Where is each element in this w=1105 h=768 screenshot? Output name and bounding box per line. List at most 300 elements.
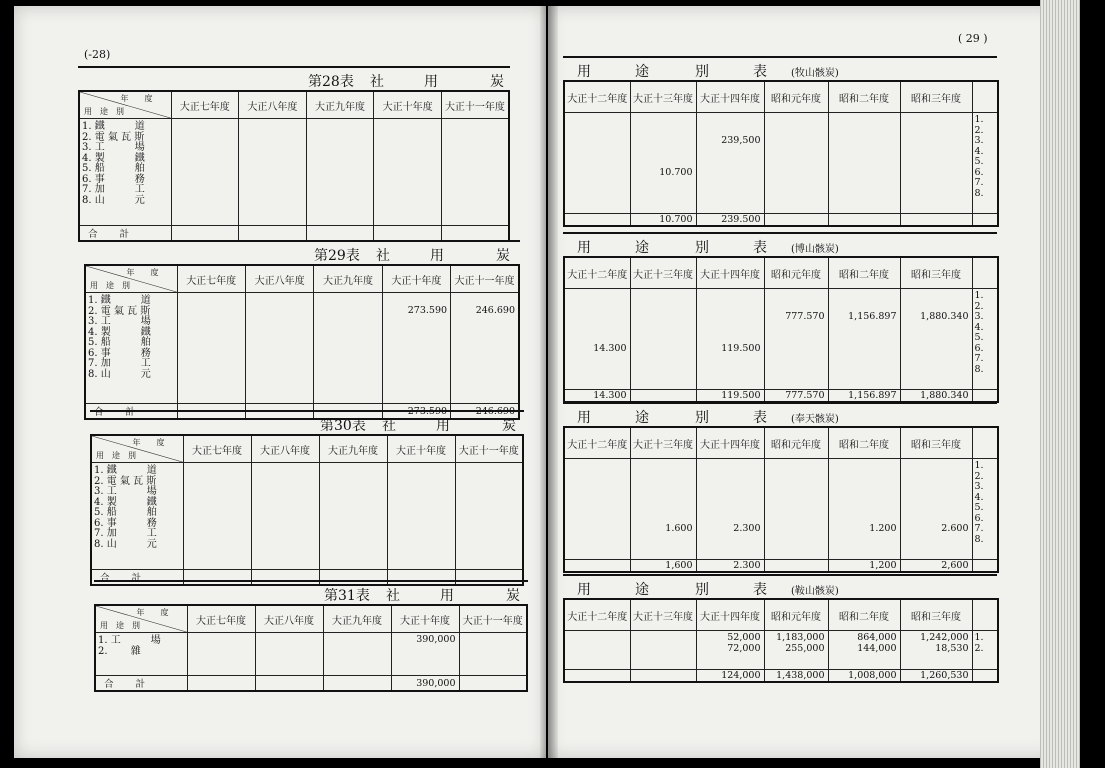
data-cell bbox=[377, 174, 438, 185]
use-category: 6. 事 務 bbox=[82, 173, 145, 185]
data-cell bbox=[395, 646, 456, 657]
table-title-w1: 用 bbox=[577, 240, 591, 256]
data-column bbox=[828, 113, 900, 214]
data-cell bbox=[459, 497, 520, 508]
data-cell bbox=[832, 354, 897, 365]
data-cell bbox=[904, 503, 969, 514]
data-cell bbox=[242, 142, 303, 153]
data-cell bbox=[323, 497, 384, 508]
data-cell bbox=[377, 195, 438, 206]
right-table-block bbox=[563, 402, 997, 573]
data-table bbox=[563, 80, 999, 227]
data-cell bbox=[700, 503, 761, 514]
data-cell bbox=[634, 482, 693, 493]
data-cell bbox=[255, 486, 316, 497]
total-cell bbox=[828, 214, 900, 227]
data-cell bbox=[904, 535, 969, 546]
data-cell bbox=[634, 302, 693, 313]
header-row bbox=[91, 435, 523, 463]
data-cell bbox=[310, 153, 371, 164]
data-cell bbox=[317, 348, 378, 359]
data-cell bbox=[700, 178, 761, 189]
corner-year-label: 年 度 bbox=[126, 268, 159, 277]
data-cell bbox=[310, 163, 371, 174]
column-header: 大正十三年度 bbox=[630, 257, 696, 289]
data-column bbox=[239, 119, 307, 226]
use-category: 4. 製 鐵 bbox=[82, 152, 145, 164]
column-header: 大正八年度 bbox=[239, 91, 307, 119]
data-cell bbox=[242, 132, 303, 143]
data-cell bbox=[459, 486, 520, 497]
data-cell bbox=[463, 646, 524, 657]
row-number: 1. bbox=[974, 114, 984, 125]
row-number: 2. bbox=[974, 642, 984, 654]
total-cell: 14.300 bbox=[564, 390, 630, 403]
data-cell bbox=[386, 295, 447, 306]
data-cell bbox=[634, 333, 693, 344]
data-cell bbox=[904, 493, 969, 504]
total-cell bbox=[630, 390, 696, 403]
total-label: 合計 bbox=[95, 676, 187, 692]
data-column bbox=[764, 113, 828, 214]
total-cell bbox=[900, 214, 972, 227]
column-header: 昭和三年度 bbox=[900, 427, 972, 459]
data-column bbox=[564, 113, 630, 214]
total-label: 合計 bbox=[79, 226, 171, 242]
data-cell bbox=[832, 535, 897, 546]
data-cell bbox=[768, 157, 825, 168]
data-cell bbox=[391, 518, 452, 529]
data-column bbox=[900, 289, 972, 390]
data-cell bbox=[175, 195, 236, 206]
data-column bbox=[696, 631, 764, 670]
data-cell bbox=[768, 354, 825, 365]
data-cell bbox=[445, 132, 505, 143]
row-number: 8. bbox=[974, 187, 984, 199]
total-cell: 1,438,000 bbox=[764, 670, 828, 683]
data-cell bbox=[242, 184, 303, 195]
data-cell: 52,000 bbox=[727, 632, 761, 643]
data-cell bbox=[249, 358, 310, 369]
data-cell bbox=[568, 147, 627, 158]
row-number: 8. bbox=[974, 363, 984, 375]
data-cell bbox=[249, 348, 310, 359]
data-column bbox=[828, 289, 900, 390]
data-cell bbox=[454, 295, 515, 306]
data-cell bbox=[568, 524, 627, 535]
use-category-list bbox=[79, 119, 171, 226]
table-title bbox=[78, 66, 510, 90]
total-cell: 246.690 bbox=[451, 404, 519, 420]
data-cell bbox=[187, 476, 248, 487]
data-column bbox=[764, 289, 828, 390]
data-column bbox=[187, 633, 255, 676]
left-table-block-28 bbox=[78, 66, 510, 242]
total-cell bbox=[630, 670, 696, 683]
header-row bbox=[564, 427, 998, 459]
use-category: 1. 鐵 道 bbox=[94, 465, 157, 476]
data-column bbox=[900, 113, 972, 214]
total-cell: 2.300 bbox=[696, 560, 764, 573]
data-cell bbox=[700, 189, 761, 200]
data-cell bbox=[768, 178, 825, 189]
column-header: 大正十四年度 bbox=[696, 427, 764, 459]
data-cell bbox=[768, 514, 825, 525]
data-cell bbox=[568, 323, 627, 334]
table-title-w3: 別 bbox=[695, 240, 709, 256]
data-cell bbox=[386, 337, 447, 348]
data-cell bbox=[832, 482, 897, 493]
data-cell bbox=[832, 344, 897, 355]
use-category: 6. 事 務 bbox=[94, 517, 157, 529]
data-cell bbox=[568, 126, 627, 137]
data-column bbox=[630, 631, 696, 670]
data-cell bbox=[323, 486, 384, 497]
corner-year-label: 年 度 bbox=[132, 438, 165, 447]
data-cell bbox=[391, 528, 452, 539]
data-cell bbox=[445, 121, 505, 132]
data-cell bbox=[832, 168, 897, 179]
data-cell bbox=[832, 461, 897, 472]
corner-use-label: 用 途 別 bbox=[100, 621, 140, 630]
data-cell bbox=[634, 157, 693, 168]
data-column bbox=[828, 459, 900, 560]
body-row bbox=[564, 631, 998, 670]
right-table-block bbox=[563, 574, 997, 683]
data-cell: 255,000 bbox=[785, 642, 825, 654]
row-number-list bbox=[972, 113, 998, 214]
data-cell bbox=[904, 157, 969, 168]
row-number: 7. bbox=[974, 177, 984, 188]
left-table-block-29 bbox=[84, 240, 520, 420]
data-column bbox=[455, 463, 523, 570]
row-number-header bbox=[972, 599, 998, 631]
data-cell bbox=[187, 507, 248, 518]
data-cell bbox=[175, 163, 236, 174]
total-cell bbox=[374, 226, 442, 242]
header-row bbox=[95, 605, 527, 633]
data-cell bbox=[181, 337, 242, 348]
data-cell bbox=[832, 503, 897, 514]
data-table bbox=[563, 426, 999, 573]
row-number: 5. bbox=[974, 332, 984, 343]
data-cell: 18,530 bbox=[935, 642, 969, 654]
column-header: 大正九年度 bbox=[323, 605, 391, 633]
data-cell bbox=[700, 354, 761, 365]
column-header: 昭和二年度 bbox=[828, 599, 900, 631]
column-header: 大正十一年度 bbox=[459, 605, 527, 633]
total-row bbox=[564, 670, 998, 683]
use-category: 1. 鐵 道 bbox=[88, 295, 151, 306]
data-cell: 1,156.897 bbox=[848, 311, 897, 322]
data-cell bbox=[832, 115, 897, 126]
total-spacer bbox=[972, 390, 998, 403]
data-cell bbox=[700, 291, 761, 302]
row-number: 3. bbox=[974, 481, 984, 492]
data-cell bbox=[768, 503, 825, 514]
data-cell bbox=[187, 528, 248, 539]
data-cell bbox=[700, 312, 761, 323]
row-number: 1. bbox=[974, 632, 984, 643]
column-header: 大正十年度 bbox=[382, 265, 450, 293]
row-number: 6. bbox=[974, 512, 984, 524]
data-cell bbox=[568, 189, 627, 200]
total-cell: 1,156.897 bbox=[828, 390, 900, 403]
column-header: 昭和元年度 bbox=[764, 599, 828, 631]
row-number: 4. bbox=[974, 321, 984, 333]
row-number: 2. bbox=[974, 124, 984, 136]
table-title-w3: 別 bbox=[695, 582, 709, 598]
data-cell bbox=[700, 323, 761, 334]
data-cell bbox=[904, 472, 969, 483]
total-label: 合計 bbox=[85, 404, 177, 420]
data-cell: 72,000 bbox=[727, 642, 761, 654]
data-column bbox=[764, 631, 828, 670]
data-cell bbox=[310, 142, 371, 153]
data-cell bbox=[242, 153, 303, 164]
total-cell: 119.500 bbox=[696, 390, 764, 403]
data-cell bbox=[832, 365, 897, 376]
data-cell bbox=[568, 461, 627, 472]
data-cell bbox=[249, 369, 310, 380]
total-cell: 777.570 bbox=[764, 390, 828, 403]
data-cell bbox=[377, 121, 438, 132]
data-cell bbox=[700, 365, 761, 376]
data-column bbox=[319, 463, 387, 570]
data-table bbox=[94, 604, 528, 692]
data-cell bbox=[634, 147, 693, 158]
column-header: 大正十二年度 bbox=[564, 81, 630, 113]
column-header: 大正十四年度 bbox=[696, 599, 764, 631]
corner-use-label: 用 途 別 bbox=[84, 107, 124, 116]
total-row bbox=[95, 676, 527, 692]
table-title-w1: 社 bbox=[376, 248, 390, 264]
total-cell bbox=[187, 676, 255, 692]
data-cell bbox=[832, 472, 897, 483]
data-column bbox=[696, 113, 764, 214]
data-table bbox=[90, 434, 524, 586]
data-column bbox=[323, 633, 391, 676]
column-header: 大正九年度 bbox=[319, 435, 387, 463]
data-cell bbox=[700, 472, 761, 483]
data-column bbox=[564, 631, 630, 670]
row-number: 5. bbox=[974, 502, 984, 513]
data-cell bbox=[768, 115, 825, 126]
total-label: 合計 bbox=[91, 570, 183, 586]
data-cell bbox=[768, 323, 825, 334]
total-spacer bbox=[972, 560, 998, 573]
data-cell bbox=[568, 644, 627, 655]
total-cell bbox=[239, 226, 307, 242]
row-number: 8. bbox=[974, 533, 984, 545]
body-row bbox=[95, 633, 527, 676]
data-cell bbox=[904, 136, 969, 147]
data-cell bbox=[832, 157, 897, 168]
data-cell bbox=[249, 295, 310, 306]
data-cell bbox=[634, 291, 693, 302]
data-table bbox=[563, 256, 999, 403]
use-category: 3. 工 場 bbox=[88, 316, 151, 327]
row-number: 2. bbox=[974, 470, 984, 482]
data-cell bbox=[700, 168, 761, 179]
column-header: 大正十二年度 bbox=[564, 599, 630, 631]
data-cell bbox=[700, 333, 761, 344]
data-cell bbox=[634, 535, 693, 546]
data-cell bbox=[904, 482, 969, 493]
data-cell: 239,500 bbox=[721, 135, 761, 146]
data-cell bbox=[904, 323, 969, 334]
table-title bbox=[84, 240, 520, 264]
data-cell bbox=[700, 157, 761, 168]
data-column bbox=[306, 119, 374, 226]
table-title-w3: 別 bbox=[695, 410, 709, 426]
data-cell bbox=[249, 327, 310, 338]
data-cell bbox=[904, 461, 969, 472]
table-title-no: 第31表 bbox=[324, 588, 370, 604]
data-cell bbox=[459, 465, 520, 476]
data-cell bbox=[634, 136, 693, 147]
data-cell bbox=[255, 497, 316, 508]
row-number-list bbox=[972, 631, 998, 670]
column-header: 大正十二年度 bbox=[564, 427, 630, 459]
data-cell: 777.570 bbox=[785, 311, 825, 322]
column-header: 大正八年度 bbox=[245, 265, 313, 293]
data-cell bbox=[391, 507, 452, 518]
row-number: 1. bbox=[974, 290, 984, 301]
data-cell bbox=[904, 354, 969, 365]
data-cell bbox=[391, 486, 452, 497]
use-category: 3. 工 場 bbox=[82, 142, 145, 153]
data-cell bbox=[904, 333, 969, 344]
data-column bbox=[387, 463, 455, 570]
column-header: 大正七年度 bbox=[187, 605, 255, 633]
data-cell bbox=[445, 195, 505, 206]
data-cell bbox=[255, 476, 316, 487]
data-cell bbox=[904, 168, 969, 179]
row-number: 7. bbox=[974, 523, 984, 534]
data-column bbox=[630, 459, 696, 560]
data-column bbox=[251, 463, 319, 570]
table-title-w1: 用 bbox=[577, 410, 591, 426]
use-category: 7. 加 工 bbox=[82, 184, 145, 195]
data-cell bbox=[904, 291, 969, 302]
data-cell bbox=[323, 507, 384, 518]
body-row bbox=[564, 113, 998, 214]
row-number: 3. bbox=[974, 311, 984, 322]
total-cell: 1,200 bbox=[828, 560, 900, 573]
data-cell bbox=[317, 295, 378, 306]
body-row bbox=[85, 293, 519, 404]
data-cell bbox=[904, 189, 969, 200]
data-cell: 273.590 bbox=[407, 304, 448, 316]
column-header: 大正十三年度 bbox=[630, 427, 696, 459]
data-cell bbox=[386, 316, 447, 327]
row-number: 4. bbox=[974, 145, 984, 157]
data-column bbox=[171, 119, 239, 226]
total-cell: 239.500 bbox=[696, 214, 764, 227]
data-cell: 1.600 bbox=[665, 523, 693, 534]
data-cell bbox=[700, 482, 761, 493]
data-cell bbox=[459, 528, 520, 539]
data-cell bbox=[568, 302, 627, 313]
use-category: 2. 電 氣 瓦 斯 bbox=[94, 475, 157, 487]
data-cell bbox=[386, 348, 447, 359]
row-number-header bbox=[972, 81, 998, 113]
data-cell bbox=[187, 486, 248, 497]
data-cell bbox=[634, 633, 693, 644]
column-header: 大正八年度 bbox=[251, 435, 319, 463]
data-column bbox=[255, 633, 323, 676]
column-header: 大正十二年度 bbox=[564, 257, 630, 289]
corner-year-label: 年 度 bbox=[120, 94, 153, 103]
table-title-w1: 用 bbox=[577, 582, 591, 598]
body-row bbox=[564, 459, 998, 560]
table-title-w1: 用 bbox=[577, 64, 591, 80]
data-cell bbox=[187, 465, 248, 476]
total-cell: 1,008,000 bbox=[828, 670, 900, 683]
column-header: 昭和三年度 bbox=[900, 599, 972, 631]
corner-header bbox=[95, 605, 187, 633]
data-cell bbox=[445, 174, 505, 185]
data-cell bbox=[386, 358, 447, 369]
data-cell bbox=[391, 476, 452, 487]
data-cell bbox=[568, 115, 627, 126]
data-cell bbox=[181, 295, 242, 306]
column-header: 大正十年度 bbox=[374, 91, 442, 119]
data-cell bbox=[700, 302, 761, 313]
data-cell bbox=[242, 195, 303, 206]
data-cell bbox=[904, 147, 969, 158]
column-header: 大正八年度 bbox=[255, 605, 323, 633]
table-title-w1: 社 bbox=[370, 74, 384, 90]
total-cell: 1,600 bbox=[630, 560, 696, 573]
corner-use-label: 用 途 別 bbox=[90, 281, 130, 290]
data-column bbox=[564, 459, 630, 560]
data-cell bbox=[317, 327, 378, 338]
data-cell bbox=[255, 528, 316, 539]
right-page-number: ( 29 ) bbox=[958, 32, 988, 45]
data-cell bbox=[181, 316, 242, 327]
corner-header bbox=[85, 265, 177, 293]
data-cell bbox=[175, 132, 236, 143]
use-category: 1. 鐵 道 bbox=[82, 121, 145, 132]
left-page-number: (-28) bbox=[84, 48, 111, 61]
column-header: 大正十年度 bbox=[391, 605, 459, 633]
data-cell bbox=[634, 493, 693, 504]
use-category: 8. 山 元 bbox=[94, 538, 157, 550]
use-category: 2. 電 氣 瓦 斯 bbox=[82, 131, 145, 143]
column-header: 昭和二年度 bbox=[828, 81, 900, 113]
data-cell bbox=[768, 291, 825, 302]
row-number-list bbox=[972, 459, 998, 560]
data-cell bbox=[175, 142, 236, 153]
total-spacer bbox=[972, 214, 998, 227]
data-cell bbox=[634, 312, 693, 323]
header-row bbox=[564, 81, 998, 113]
total-cell bbox=[564, 670, 630, 683]
row-number: 2. bbox=[974, 300, 984, 312]
data-cell bbox=[634, 323, 693, 334]
data-column bbox=[696, 459, 764, 560]
data-cell: 10.700 bbox=[659, 166, 693, 178]
use-category-list bbox=[85, 293, 177, 404]
column-header: 大正七年度 bbox=[171, 91, 239, 119]
data-cell bbox=[634, 126, 693, 137]
corner-year-label: 年 度 bbox=[136, 608, 169, 617]
data-cell bbox=[454, 327, 515, 338]
data-column bbox=[630, 289, 696, 390]
data-cell bbox=[323, 528, 384, 539]
